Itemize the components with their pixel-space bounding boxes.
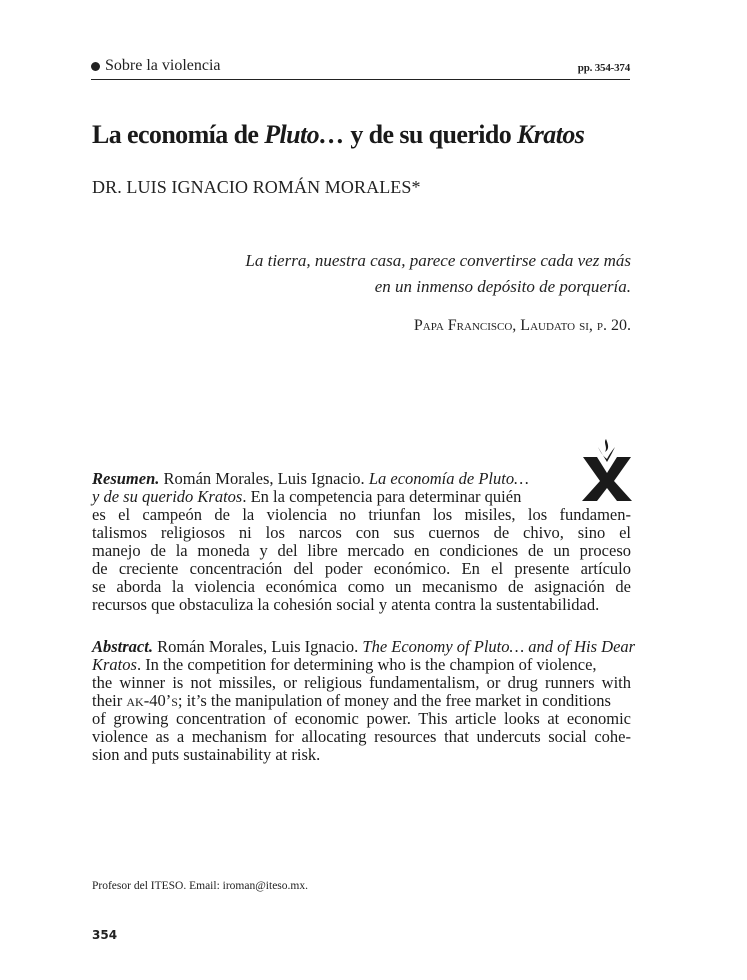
abstract-label: Abstract. [92,637,153,656]
text-line [92,470,631,488]
text-line: of growing concentration of economic power. This article looks at economic [92,709,631,728]
epigraph-source: Papa Francisco, Laudato si, p. 20. [413,317,631,334]
footnote-text: Profesor del [92,880,151,892]
footnote-org: ITESO [150,880,184,892]
text-run: . In the competition for determining who is the champion of violence, [136,655,597,674]
citation-title: Kratos [92,655,137,674]
author-footnote [92,880,308,892]
header-rule [91,79,630,80]
title-part: y de su querido [344,120,518,149]
text-line: manejo de la moneda y del libre mercado en condiciones de un proceso [92,541,631,560]
article-title [92,120,652,150]
text-run-smallcaps: ak-40’s [126,691,178,710]
text-line: de creciente concentración del poder económico. En el presente artículo [92,559,631,578]
citation-title: y de su querido Kratos [92,487,243,506]
text-line: es el campeón de la violencia no triunfan los misiles, los fundamen- [92,505,631,524]
text-run: ; it’s the manipulation of money and the free market in conditions [177,691,611,710]
text-line [92,692,631,710]
text-line: recursos que obstaculiza la cohesión social y atenta contra la sustentabilidad. [92,595,600,614]
text-line [92,656,631,674]
abstract-paragraph [92,637,636,764]
title-part-italic: Pluto… [264,120,345,149]
footnote-text: . Email: iroman@iteso.mx. [183,880,308,892]
bullet-icon [91,62,100,71]
text-line: the winner is not missiles, or religious fundamentalism, or drug runners with [92,673,631,692]
section-title: Sobre la violencia [105,57,221,74]
page-range: pp. 354-374 [577,62,630,74]
resumen-paragraph [92,470,631,614]
citation-title: The Economy of Pluto… and of His Dear [362,637,636,656]
citation-author: Román Morales, Luis Ignacio. [159,469,369,488]
page-number: 354 [92,928,118,942]
title-part: La economía de [92,120,265,149]
text-run: their [92,691,127,710]
running-head-section [91,57,221,75]
text-line [92,488,631,506]
citation-author: Román Morales, Luis Ignacio. [152,637,363,656]
epigraph-line: La tierra, nuestra casa, parece convertirse cada vez más [245,251,631,270]
text-run: . En la competencia para determinar quién [242,487,522,506]
epigraph [200,248,631,300]
text-line: talismos religiosos ni los narcos con sus cuernos de chivo, sino el [92,523,631,542]
text-line: sion and puts sustainability at risk. [92,745,321,764]
citation-title: La economía de Pluto… [368,469,529,488]
text-line [92,637,636,656]
resumen-label: Resumen. [92,469,160,488]
title-part-italic: Kratos [517,120,585,149]
text-line: se aborda la violencia económica como un mecanismo de asignación de [92,577,631,596]
text-line: violence as a mechanism for allocating resources that undercuts social cohe- [92,727,631,746]
epigraph-line: en un inmenso depósito de porquería. [374,277,631,296]
author-name: DR. LUIS IGNACIO ROMÁN MORALES* [92,177,421,197]
